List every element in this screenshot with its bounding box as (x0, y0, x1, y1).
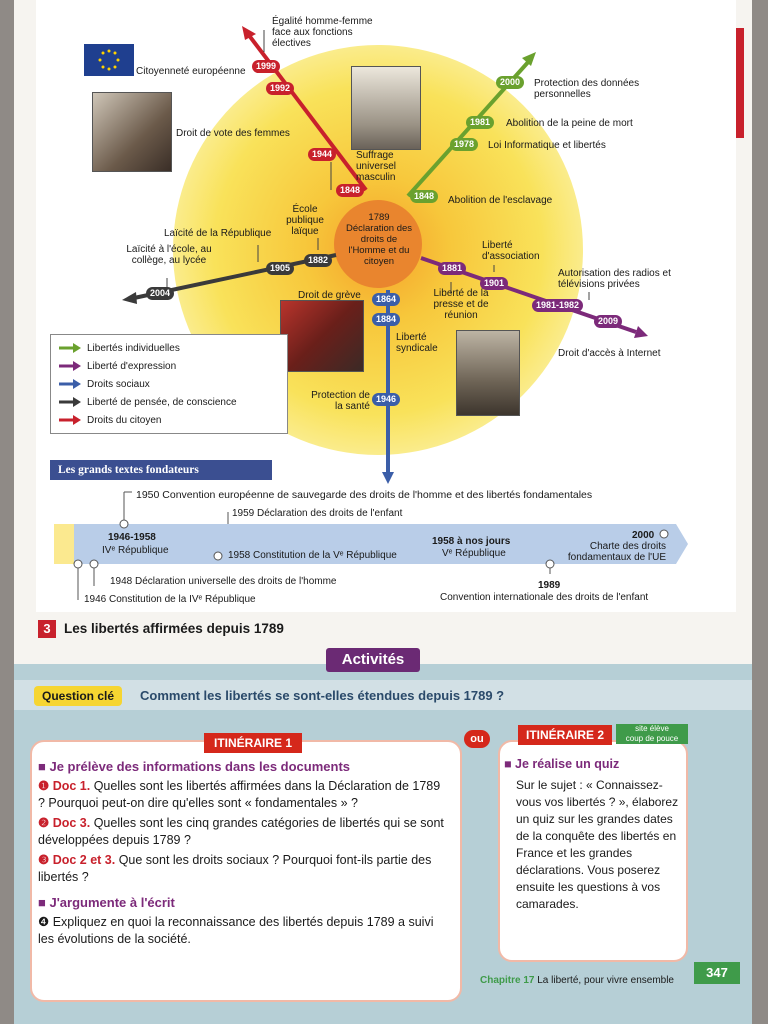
legend-item (59, 411, 279, 429)
year-badge: 1864 (372, 293, 400, 306)
label-sante: Protection de la santé (311, 390, 370, 412)
label-association: Liberté d'association (482, 240, 540, 262)
label-greve: Droit de grève (298, 290, 361, 301)
question-cle-tag: Question clé (34, 686, 122, 706)
label-vote-femmes: Droit de vote des femmes (176, 128, 290, 139)
textbook-page (14, 0, 752, 1024)
arrow-icon (59, 361, 81, 371)
year-badge: 1884 (372, 313, 400, 326)
year-badge: 1946 (372, 393, 400, 406)
year-badge: 1881 (438, 262, 466, 275)
bullet-icon: ■ (38, 895, 50, 910)
arrow-icon (59, 379, 81, 389)
timeline-1959: 1959 Déclaration des droits de l'enfant (232, 508, 403, 519)
label-internet: Droit d'accès à Internet (558, 348, 661, 359)
label-suffrage: Suffrage universel masculin (356, 150, 397, 183)
label-peine-mort: Abolition de la peine de mort (506, 118, 633, 129)
legend-box (50, 334, 288, 434)
label-donnees: Protection des données personnelles (534, 78, 640, 100)
timeline-dot (214, 552, 222, 560)
bullet-icon: ■ (504, 757, 516, 771)
heading-text: Je réalise un quiz (515, 757, 620, 771)
ou-badge: ou (464, 730, 490, 748)
legend-item (59, 393, 279, 411)
diagram-area (36, 0, 736, 612)
question-text: Quelles sont les cinq grandes catégories de libertés qui se sont développées depuis 1789 ? (38, 816, 444, 847)
timeline-2000: Charte des droits fondamentaux de l'UE (567, 541, 666, 563)
label-esclavage: Abolition de l'esclavage (448, 195, 553, 206)
rep4-label: IVᵉ République (102, 545, 169, 556)
timeline-1950: 1950 Convention européenne de sauvegarde des droits de l'homme et des libertés fondamentales (136, 489, 593, 501)
label-radios: Autorisation des radios et télévisions privées (558, 268, 671, 290)
purple-arrowhead (634, 326, 648, 338)
star-ring-icon (84, 44, 134, 76)
timeline-1958: 1958 Constitution de la Vᵉ République (228, 550, 397, 561)
number-badge: ❸ (38, 853, 53, 867)
number-badge: ❹ (38, 915, 53, 929)
number-badge: ❷ (38, 816, 53, 830)
doc-number-badge: 3 (38, 620, 56, 638)
legend-label: Liberté d'expression (87, 360, 177, 372)
doc-ref: Doc 1. (52, 779, 91, 793)
page-number: 347 (694, 962, 740, 984)
legend-label: Droits du citoyen (87, 414, 162, 426)
eu-flag-image (84, 44, 134, 76)
year-badge: 1978 (450, 138, 478, 151)
year-badge: 2009 (594, 315, 622, 328)
dark-arrowhead (122, 292, 137, 304)
strike-photo (280, 300, 364, 372)
voting-women-photo (92, 92, 172, 172)
rep5-years: 1958 à nos jours (432, 536, 511, 547)
legend-label: Liberté de pensée, de conscience (87, 396, 237, 408)
itineraire-2-title: ITINÉRAIRE 2 (518, 725, 612, 745)
timeline-dot (546, 560, 554, 568)
arrow-icon (59, 397, 81, 407)
doc-title: Les libertés affirmées depuis 1789 (64, 621, 284, 636)
rep4-years: 1946-1958 (108, 532, 156, 543)
itineraire-2-content (504, 756, 680, 913)
label-laicite-ecole: Laïcité à l'école, au collège, au lycée (126, 244, 212, 266)
heading-quiz (504, 756, 680, 773)
heading-argumente (38, 894, 450, 911)
activites-title: Activités (326, 648, 420, 672)
bullet-icon: ■ (38, 759, 50, 774)
year-badge: 1901 (480, 277, 508, 290)
heading-preleve (38, 758, 450, 775)
center-declaration-label: 1789 Déclaration des droits de l'Homme et du citoyen (346, 212, 413, 267)
coup-de-pouce-label: coup de pouce (625, 734, 679, 743)
label-syndicale: Liberté syndicale (396, 332, 438, 354)
quiz-text: Sur le sujet : « Connaissez-vous vos libertés ? », élaborez un quiz sur les grandes dates de la conquête des libertés en France et les grandes déclarations. Vous poserez ensuite les questions à vos camarades. (516, 778, 679, 911)
arrow-icon (59, 415, 81, 425)
legend-label: Droits sociaux (87, 378, 150, 390)
label-egalite: Égalité homme-femme face aux fonctions électives (272, 16, 373, 49)
heading-text: Je prélève des informations dans les documents (49, 759, 351, 774)
question-4 (38, 914, 450, 948)
timeline-start-segment (54, 524, 74, 564)
itineraire-1-content (38, 758, 450, 948)
doc-ref: Doc 3. (52, 816, 91, 830)
timeline-2000-year: 2000 (632, 530, 655, 541)
timeline-dot (74, 560, 82, 568)
itineraire-1-title: ITINÉRAIRE 1 (204, 733, 302, 753)
question-3 (38, 852, 450, 886)
year-badge: 1882 (304, 254, 332, 267)
heading-text: J'argumente à l'écrit (49, 895, 175, 910)
timeline-1989-year: 1989 (538, 580, 561, 591)
year-badge: 2004 (146, 287, 174, 300)
year-badge: 1999 (252, 60, 280, 73)
timeline-dot (90, 560, 98, 568)
label-presse: Liberté de la presse et de réunion (433, 288, 489, 321)
doc-ref: Doc 2 et 3. (52, 853, 116, 867)
chapter-number: Chapitre 17 (480, 975, 535, 986)
legend-label: Libertés individuelles (87, 342, 180, 354)
question-cle-text: Comment les libertés se sont-elles étendues depuis 1789 ? (140, 688, 505, 703)
timeline-1948: 1948 Déclaration universelle des droits de l'homme (110, 576, 337, 587)
union-illustration (456, 330, 520, 416)
timeline-1989: Convention internationale des droits de l'enfant (440, 592, 649, 603)
year-badge: 2000 (496, 76, 524, 89)
year-badge: 1848 (336, 184, 364, 197)
label-loi-info: Loi Informatique et libertés (488, 140, 606, 151)
question-text: Quelles sont les libertés affirmées dans la Déclaration de 1789 ? Pourquoi peut-on dire qu'elles sont « fondamentales » ? (38, 779, 441, 810)
legend-item (59, 375, 279, 393)
timeline-dot (120, 520, 128, 528)
year-badge: 1981 (466, 116, 494, 129)
year-badge: 1981-1982 (532, 299, 583, 312)
textes-header: Les grands textes fondateurs (50, 460, 272, 480)
arrow-icon (59, 343, 81, 353)
rep5-label: Vᵉ République (442, 548, 506, 559)
year-badge: 1944 (308, 148, 336, 161)
year-badge: 1992 (266, 82, 294, 95)
suffrage-illustration (351, 66, 421, 150)
year-badge: 1905 (266, 262, 294, 275)
timeline-1946: 1946 Constitution de la IVᵉ République (84, 594, 256, 605)
year-badge: 1848 (410, 190, 438, 203)
legend-item (59, 357, 279, 375)
footer-chapter (480, 974, 674, 988)
label-ecole: École publique laïque (286, 204, 324, 237)
chapter-title: La liberté, pour vivre ensemble (537, 975, 674, 986)
label-laicite-rep: Laïcité de la République (164, 228, 272, 239)
site-eleve-label: site élève (635, 724, 669, 733)
question-text: Expliquez en quoi la reconnaissance des libertés depuis 1789 a suivi les évolutions de la société. (38, 915, 434, 946)
label-citoyennete: Citoyenneté européenne (136, 66, 246, 77)
legend-item (59, 339, 279, 357)
question-1 (38, 778, 450, 812)
question-2 (38, 815, 450, 849)
number-badge: ❶ (38, 779, 53, 793)
question-text: Que sont les droits sociaux ? Pourquoi font-ils partie des libertés ? (38, 853, 432, 884)
site-eleve-badge[interactable] (616, 724, 688, 744)
